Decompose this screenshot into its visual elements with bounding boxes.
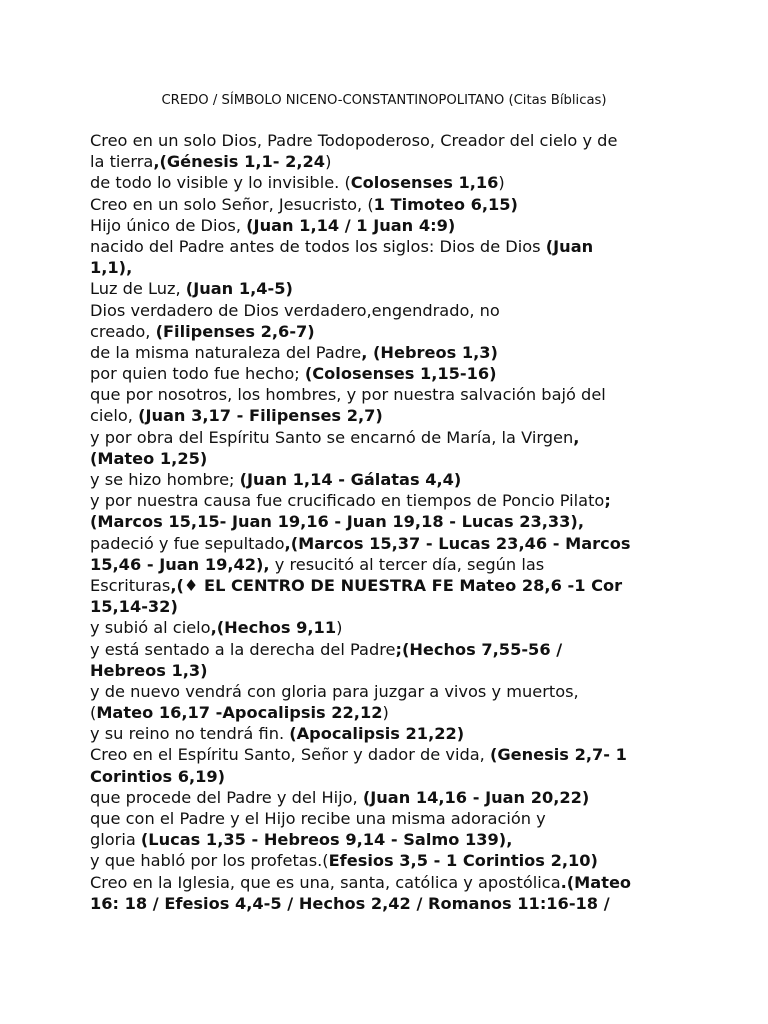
creed-text: y por nuestra causa fue crucificado en tiempos de Poncio Pilato [90,491,605,511]
text-line [90,681,690,702]
creed-text: ) [325,152,332,172]
creed-text: Creo en un solo Dios, Padre Todopoderoso, Creador del cielo y de [90,131,618,150]
creed-text: la tierra [90,152,154,172]
text-line [90,639,690,660]
text-line [90,151,690,172]
text-line [90,808,690,829]
text-line [90,850,690,871]
text-line [90,596,690,617]
bible-reference: 15,46 - Juan 19,42), [90,554,270,574]
bible-reference: ,(Génesis 1,1- 2,24 [153,152,326,172]
bible-reference: Hebreos 1,3) [90,660,208,680]
text-line [90,257,690,278]
text-line [90,342,690,363]
bible-reference: Mateo 16,17 -Apocalipsis 22,12 [96,703,383,723]
bible-reference: 15,14-32) [90,597,178,617]
bible-reference: ; [604,491,611,511]
bible-reference: , [573,427,580,447]
bible-reference: (Juan 3,17 - Filipenses 2,7) [138,406,383,426]
bible-reference: (Juan [545,236,594,256]
bible-reference: 16: 18 / Efesios 4,4-5 / Hechos 2,42 / Romanos 11:16-18 / [90,893,610,913]
creed-text: y por obra del Espíritu Santo se encarnó de María, la Virgen [90,427,574,447]
creed-text: y está sentado a la derecha del Padre [90,639,396,659]
bible-reference: Corintios 6,19) [90,766,226,786]
text-line [90,363,690,384]
bible-reference: (Marcos 15,15- Juan 19,16 - Juan 19,18 - Lucas 23,33), [90,512,584,532]
text-line [90,172,690,193]
creed-text: Creo en la Iglesia, que es una, santa, católica y apostólica [90,872,561,892]
text-line [90,384,690,405]
bible-reference: (Mateo 1,25) [90,448,208,468]
text-line [90,660,690,681]
creed-text: y de nuevo vendrá con gloria para juzgar a vivos y muertos, [90,681,579,701]
creed-text: padeció y fue sepultado [90,533,285,553]
text-line [90,278,690,299]
creed-body [90,130,690,914]
text-line [90,575,690,596]
text-line [90,321,690,342]
text-line [90,405,690,426]
text-line [90,872,690,893]
bible-reference: ,(Hechos 9,11 [210,618,337,638]
bible-reference: (Filipenses 2,6-7) [155,321,315,341]
bible-reference: Efesios 3,5 - 1 Corintios 2,10) [328,851,598,871]
creed-text: que procede del Padre y del Hijo, [90,787,363,807]
text-line [90,554,690,575]
creed-text: de la misma naturaleza del Padre [90,342,362,362]
creed-text: ( [90,703,97,723]
text-line [90,215,690,236]
bible-reference: ;(Hechos 7,55-56 / [395,639,563,659]
text-line [90,511,690,532]
creed-text: de todo lo visible y lo invisible. ( [90,173,351,193]
creed-text: ) [382,703,389,723]
bible-reference: (Lucas 1,35 - Hebreos 9,14 - Salmo 139), [140,830,513,850]
creed-text: Escrituras [90,575,171,595]
text-line [90,893,690,914]
creed-text: y su reino no tendrá fin. [90,724,290,744]
creed-text: Dios verdadero de Dios verdadero,engendrado, no [90,300,500,320]
creed-text: por quien todo fue hecho; [90,364,305,384]
creed-text: y que habló por los profetas.( [90,851,329,871]
text-line [90,723,690,744]
text-line [90,787,690,808]
text-line [90,744,690,765]
text-line [90,617,690,638]
creed-text: y subió al cielo [90,618,211,638]
document-title: CREDO / SÍMBOLO NICENO-CONSTANTINOPOLITANO (Citas Bíblicas) [161,93,607,108]
text-line [90,829,690,850]
text-line [90,130,690,151]
bible-reference: 1,1), [90,258,133,278]
bible-reference: (Juan 1,4-5) [185,279,293,299]
bible-reference: (Juan 1,14 - Gálatas 4,4) [239,470,462,489]
bible-reference: , (Hebreos 1,3) [361,342,498,362]
bible-reference: (Colosenses 1,15-16) [304,364,497,384]
bible-reference: (Juan 14,16 - Juan 20,22) [362,787,590,807]
text-line [90,448,690,469]
creed-text: que con el Padre y el Hijo recibe una misma adoración y [90,809,546,828]
creed-text: y se hizo hombre; [90,470,240,489]
creed-text: y resucitó al tercer día, según las [269,554,545,574]
creed-text: Luz de Luz, [90,279,186,299]
bible-reference: 1 Timoteo 6,15) [373,194,518,214]
text-line [90,427,690,448]
bible-reference: .(Mateo [560,872,632,892]
bible-reference: (Genesis 2,7- 1 [489,745,627,765]
creed-text: nacido del Padre antes de todos los siglos: Dios de Dios [90,236,546,256]
creed-text: Creo en el Espíritu Santo, Señor y dador de vida, [90,745,490,765]
creed-text: que por nosotros, los hombres, y por nuestra salvación bajó del [90,385,606,405]
creed-text: cielo, [90,406,139,426]
text-line [90,490,690,511]
text-line [90,766,690,787]
text-line [90,236,690,257]
creed-text: ) [336,618,343,638]
bible-reference: ,(Marcos 15,37 - Lucas 23,46 - Marcos [284,533,631,553]
bible-reference: (Apocalipsis 21,22) [289,724,465,744]
creed-text: creado, [90,321,156,341]
bible-reference: ,(♦ EL CENTRO DE NUESTRA FE Mateo 28,6 -1 Cor [170,575,623,595]
creed-text: gloria [90,830,141,850]
text-line [90,469,690,490]
creed-text: Hijo único de Dios, [90,215,247,235]
text-line [90,702,690,723]
bible-reference: (Juan 1,14 / 1 Juan 4:9) [246,215,456,235]
text-line [90,194,690,215]
text-line [90,533,690,554]
text-line [90,300,690,321]
bible-reference: Colosenses 1,16 [350,173,499,193]
creed-text: ) [498,173,505,193]
creed-text: Creo en un solo Señor, Jesucristo, ( [90,194,374,214]
